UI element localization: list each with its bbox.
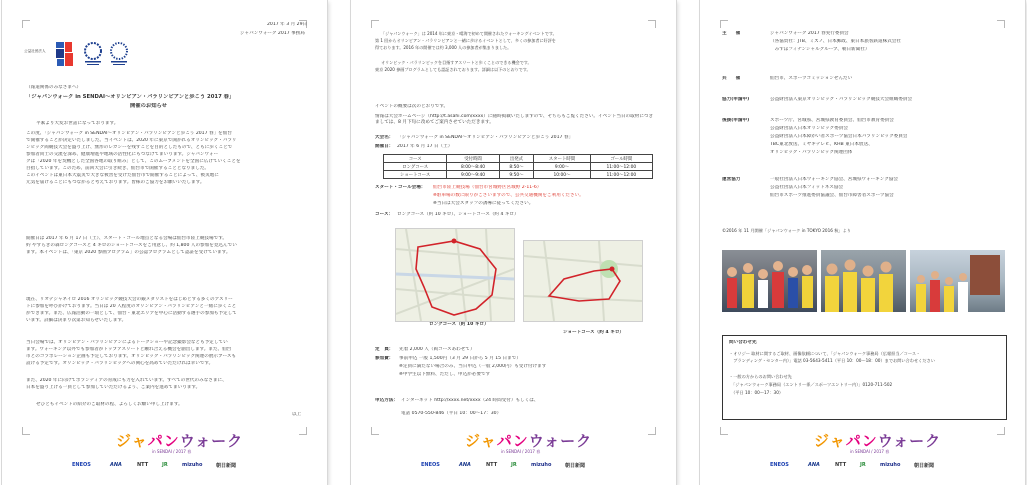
long-course-map-graphic	[396, 229, 514, 321]
closing-mark: 以上	[292, 412, 302, 417]
fee-value: ※中学生以下無料、ただし、申込が必要です	[399, 372, 491, 377]
organizer-line: 仙台市、スポーツコミッションせんだい	[770, 76, 853, 81]
logo-group	[24, 40, 134, 68]
date-value: 2017 年 6 月 17 日（土）	[397, 144, 453, 149]
table-cell: ロングコース	[384, 163, 447, 171]
fee-value: ※定員に満たない場合のみ、当日申込（一般 2,000円）も受け付けます	[399, 364, 547, 369]
body-line: ます。本イベントは、「東京 2020 参画プログラム」の公認プログラムとして認証を受けています。	[26, 250, 231, 255]
sponsor-jr: JR	[860, 462, 866, 468]
corner-mark	[371, 20, 379, 28]
sponsor-asahi: 朝日新聞	[216, 463, 237, 469]
body-line: 設ける予定です。オリンピック・パラリンピックへの関心を高めていただければ幸いです。	[26, 361, 214, 366]
venue-label: スタート・ゴール会場：	[375, 185, 426, 190]
table-row	[384, 171, 653, 179]
intro-line: 東京 2020 参画プログラムとしても認証されております。詳細は以下のとおりです。	[375, 67, 531, 72]
event-photo-graphic	[722, 250, 817, 312]
body-line: 開催日は 2017 年 6 月 17 日（土）、スタート・ゴール地点となる会場は仙台市陸上競技場です。	[26, 236, 228, 241]
closing-line: ぜひともイベントの紹介のご取材の程、よろしくお願い申し上げます。	[36, 402, 183, 407]
document-date: 2017 年 3 月 29日	[267, 22, 308, 27]
announcement-title: 「ジャパンウォーク in SENDAI～オリンピアン・パラリンピアンと歩こう 2017 春」	[26, 94, 235, 100]
sponsor-mizuho: mizuho	[880, 462, 901, 468]
course-label: コース：	[375, 212, 394, 217]
organizer-line: ジャパンウォーク 2017 春実行委員会	[770, 31, 849, 36]
organizer-line: 仙台市スポーツ推進委員協議会、仙台市障害者スポーツ協会	[770, 193, 894, 198]
table-cell: 11:00～12:00	[590, 163, 652, 171]
table-cell: 9:50～	[499, 171, 534, 179]
sponsor-ntt: NTT	[137, 462, 149, 468]
sponsor-ana: ANA	[110, 462, 122, 468]
table-header-cell: 出発式	[499, 155, 534, 163]
venue-note: ※駐車場の数に限りがございますので、公共交通機関をご利用ください。	[433, 193, 584, 198]
event-photo	[722, 250, 817, 312]
sponsor-mizuho: mizuho	[182, 462, 203, 468]
organizer-line: （各協賛社：JTB、ミズノ、日本郵政、東日本旅客鉄道株式会社	[770, 39, 901, 44]
footer-logo-sub: in SENDAI / 2017 春	[501, 449, 541, 454]
corner-mark	[22, 20, 30, 28]
greeting-line: 平素より大変お世話になっております。	[36, 121, 119, 126]
venue-value: 仙台市陸上競技場（仙台市宮城野区宮城野 2-11-6）	[433, 185, 542, 190]
contact-line: ・一般の方からのお問い合わせ先	[729, 374, 792, 379]
body-line: 元気を届けることにもつながると考えております。皆様のご協力をお願いいたします。	[26, 180, 205, 185]
table-header-row	[384, 155, 653, 163]
tokyo-2020-olympic-emblem-icon	[82, 41, 104, 67]
event-photo	[821, 250, 906, 312]
table-header-cell: 受付時間	[447, 155, 499, 163]
organizer-label: 後援(申請中)	[722, 118, 750, 123]
intro-line: 「ジャパンウォーク」は 2014 年に東京・晴海で初めて開催されたウォーキングイベントです。	[381, 31, 557, 36]
contact-line: （平日 10：00～17：30）	[729, 390, 784, 395]
sponsor-asahi: 朝日新聞	[914, 463, 935, 469]
japan-walk-emblem-icon	[54, 40, 76, 68]
date-label: 開催日：	[375, 144, 394, 149]
table-header-cell: スタート時間	[534, 155, 590, 163]
footer-logo: ジャパンウォーク	[116, 432, 244, 450]
logo-caption: 公益社団法人	[24, 49, 46, 53]
organizer-label: 協力(申請中)	[722, 97, 750, 102]
body-line: で開催することが決定いたしました。当イベントは、2020 年に東京で開かれるオリンピック・パラリ	[26, 138, 237, 143]
corner-mark	[720, 20, 728, 28]
body-line: 約 やすらぎの森ロングコースと 4 キロのショートコースをご用意し、約 1,800 人の参加を見込んでい	[26, 243, 237, 248]
organizer-line: スポーツ庁、宮城県、宮城県教育委員会、仙台市教育委員会	[770, 118, 894, 123]
page-2	[351, 0, 676, 485]
info-line: 情報は大会ホームページ（http://t.asahi.com/xxxx）に随時掲載いたしますので、そちらもご覧ください。イベント当日の取材につきましては、8 月下旬に改めてご案内させていただきます。	[375, 114, 654, 126]
body-line: また、2020 年に向けてボランティアの育成にも力を入れています。すべての世代のみなさまに、	[26, 378, 227, 383]
corner-mark	[720, 427, 728, 435]
event-name-value: 「ジャパンウォーク in SENDAI～オリンピアン・パラリンピアンと歩こう 2017 春」	[397, 135, 574, 140]
organizer-line: みずほフィナンシャルグループ、朝日新聞社）	[770, 47, 870, 52]
intro-line: 第 1 回からオリンピアン・パラリンピアンと一緒に歩けるイベントとして、多くの参加者に好評を	[375, 38, 556, 43]
organizer-line: 公益財団法人日本オリンピック委員会	[770, 126, 848, 131]
sponsor-mizuho: mizuho	[531, 462, 552, 468]
body-line: このイベントは東日本大震災で大きな被害を受けた仙台市で開催することによって、被災地に	[26, 173, 219, 178]
intro-line: 得ております。2016 年の開催では約 3,000 人の参加者が集まりました。	[375, 45, 512, 50]
capacity-label: 定 員：	[375, 347, 394, 352]
document-sender: ジャパンウォーク 2017 事務局	[240, 31, 305, 36]
page-1	[2, 0, 327, 485]
body-line: います。詳細は決まり次第お知らせいたします。	[26, 318, 127, 323]
footer-logo: ジャパンウォーク	[814, 432, 942, 450]
corner-mark	[648, 427, 656, 435]
sponsor-ntt: NTT	[486, 462, 498, 468]
body-line: 当日会場では、オリンピアン・パラリンピアンによるトークショーや記念撮影会なども予定してい	[26, 340, 228, 345]
table-header-cell: コース	[384, 155, 447, 163]
table-cell: 10:00～	[534, 171, 590, 179]
apply-tel: 電話 0570-550-846（平日 10：00～17：30）	[401, 411, 502, 416]
body-line: ます。ウォーキング以外でも参加者がトップアスリートと触れ合える機会を創出します。また、仙台	[26, 347, 232, 352]
corner-mark	[997, 427, 1005, 435]
short-course-map	[523, 240, 643, 322]
event-photo-graphic	[910, 250, 1005, 312]
organizer-line: 一般社団法人日本ウォーキング協会、宮城県ウォーキング協会	[770, 177, 898, 182]
organizer-label: 運営協力	[722, 177, 741, 182]
corner-mark	[299, 427, 307, 435]
sponsor-eneos: ENEOS	[72, 462, 91, 468]
event-photo-graphic	[821, 250, 906, 312]
corner-mark	[648, 20, 656, 28]
event-photo	[910, 250, 1005, 312]
body-line: トに参加を呼びかけております。当日は 20 人程度のオリンピアン・パラリンピアンと一緒に歩くこと	[26, 304, 237, 309]
short-course-caption: ショートコース（約 4 キロ）	[563, 330, 625, 335]
long-course-caption: ロングコース（約 10 キロ）	[429, 322, 489, 327]
body-line: 目指しています。このため、前回大会に引き続き、仙台市で開催することとなりました。	[26, 166, 210, 171]
sponsor-ana: ANA	[459, 462, 471, 468]
intro-line: オリンピック・パラリンピックを目指すアスリートと歩くことのできる機会です。	[381, 60, 532, 65]
fee-value: 事前申込 一般 1,500円（3 月 29 日から 5 月 15 日まで）	[399, 356, 521, 361]
footer-logo-sub: in SENDAI / 2017 春	[152, 449, 192, 454]
sponsor-ntt: NTT	[835, 462, 847, 468]
table-cell: 8:50～	[499, 163, 534, 171]
photo-caption: ©2016 年 11 月開催「ジャパンウォーク in TOKYO 2016 秋」より	[722, 228, 851, 233]
short-course-map-graphic	[524, 241, 642, 321]
venue-note: ※当日は大会スタッフの誘導に従ってください。	[433, 201, 534, 206]
corner-mark	[371, 427, 379, 435]
tokyo-2020-paralympic-emblem-icon	[108, 41, 130, 67]
organizer-line: 公益財団法人日本障がい者スポーツ協会日本パラリンピック委員会	[770, 134, 908, 139]
course-value: ロングコース（約 10 キロ）、ショートコース（約 4 キロ）	[397, 212, 519, 217]
body-line: 現在、リオデジャネイロ 2016 オリンピック競技大会の銀メダリストをはじめとする多くのアスリー	[26, 297, 233, 302]
sponsor-asahi: 朝日新聞	[565, 463, 586, 469]
organizer-line: 公益社団法人日本フィットネス協会	[770, 185, 844, 190]
schedule-table	[383, 154, 653, 179]
sponsor-eneos: ENEOS	[770, 462, 789, 468]
organizer-line: オリンピック・パラリンピック関連団体	[770, 150, 853, 155]
contact-line: ブランディング・センター内）」電話 03-5643-5411（平日 10：00～18：00）までお問い合わせください	[729, 358, 935, 363]
table-cell: 9:00～9:40	[447, 171, 499, 179]
table-header-cell: ゴール時間	[590, 155, 652, 163]
body-line: この度、「ジャパンウォーク in SENDAI～オリンピアン・パラリンピアンと歩こう 2017 春」を仙台	[26, 131, 232, 136]
page-3	[700, 0, 1025, 485]
body-line: クは「2020 年を契機とした全国各地の取り組み」として、このムーブメントを全国に広げていくことを	[26, 159, 241, 164]
event-name-label: 大会名：	[375, 135, 394, 140]
table-cell: ショートコース	[384, 171, 447, 179]
corner-mark	[22, 427, 30, 435]
contact-line: 「ジャパンウォーク事務局（エントリー係／スポーツエントリー内）」0120-711-502	[729, 382, 893, 387]
organizer-label: 主 催	[722, 31, 741, 36]
announcement-subtitle: 開催のお知らせ	[130, 103, 167, 109]
body-line: 参加者同士の交流を深め、健康増進や地域の活性化にもつなげてまいります。ジャパンウォー	[26, 152, 219, 157]
body-line: 日本を盛り上げる一員として参加していただけるよう、ご案内を進めてまいります。	[26, 385, 201, 390]
contact-line: ・オリジー 取材に関するご取材、画像依頼について、「ジャパンウォーク事務局（広報担当／コース・	[729, 351, 921, 356]
table-cell: 8:00～8:40	[447, 163, 499, 171]
footer-logo-sub: in SENDAI / 2017 春	[850, 449, 890, 454]
long-course-map	[395, 228, 515, 322]
sponsor-eneos: ENEOS	[421, 462, 440, 468]
corner-mark	[997, 20, 1005, 28]
body-line: ができます。また、広報活動の一環として、仙台・東北エリアを中心に活動する選手の参加も予定して	[26, 311, 237, 316]
fee-label: 参加費：	[375, 356, 394, 361]
footer-logo: ジャパンウォーク	[465, 432, 593, 450]
table-cell: 9:00～	[534, 163, 590, 171]
organizer-line: 公益財団法人東京オリンピック・パラリンピック競技大会組織委員会	[770, 97, 913, 102]
organizer-line: TBC東北放送、ミヤギテレビ、KHB 東日本放送、	[770, 142, 873, 147]
apply-label: 申込方法：	[375, 398, 398, 403]
sponsor-jr: JR	[162, 462, 168, 468]
sponsor-jr: JR	[511, 462, 517, 468]
body-line: ンピック両競技大会を盛り上げ、無形のレガシーを残すことを目的としたもので、ともに歩くことで	[26, 145, 233, 150]
press-address: （報道関係のみなさまへ）	[26, 85, 82, 90]
organizer-label: 共 催	[722, 76, 741, 81]
contact-box	[722, 335, 1007, 420]
summary-heading: イベントの概要は次のとおりです。	[375, 104, 449, 109]
table-cell: 11:00～12:00	[590, 171, 652, 179]
apply-value: インターネット http://xxxx.net/xxxx（24 時間受付）もしくは、	[401, 398, 539, 403]
capacity-value: 先着 2,000 人（両コースあわせて）	[399, 347, 475, 352]
sponsor-ana: ANA	[808, 462, 820, 468]
body-line: 市とのコラボレーション企画も予定しております。オリンピック・パラリンピック関連の展示ブースも	[26, 354, 237, 359]
table-row	[384, 163, 653, 171]
contact-heading: 問い合わせ先	[729, 340, 757, 345]
